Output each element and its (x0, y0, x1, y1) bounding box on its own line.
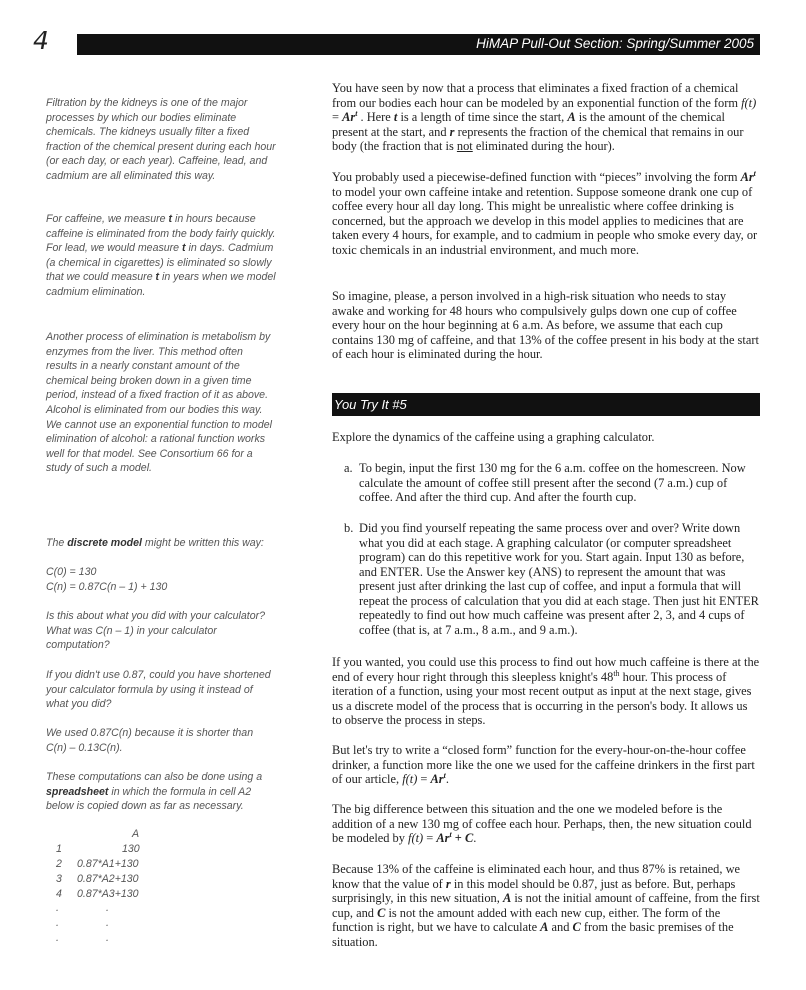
table-row: 4 0.87*A3+130 (56, 888, 139, 900)
ellipsis-row: . . (56, 932, 109, 944)
sidebar-paragraph-metabolism: Another process of elimination is metabolism by enzymes from the liver. This method often results in a nearly constant amount of the chemical being broken down in a given time period, instead of a fixed fraction of it as above. Alcohol is eliminated from our bodies this way. We cannot use an exponential function to model elimination of alcohol: a rational function works well for that model. See Consortium 66 for a study of such a model. (46, 331, 272, 475)
main-paragraph-intro: You have seen by now that a process that eliminates a fixed fraction of a chemical from our bodies each hour can be modeled by an exponential function of the form $f(t) = Ar^t$ . Here t is a length of time since the start, A is the amount of the chemical present at the start, and r represents the fraction of the chemical that remains in our body (the fraction that is not eliminated during the hour). (332, 81, 757, 153)
main-paragraph-piecewise: You probably used a piecewise-defined function with “pieces” involving the form Ar$^t$ to model your own caffeine intake and retention. Suppose someone drank one cup of coffee every hour all day long. This might be unrealistic where coffee drinking is concerned, but the approach we develop in this model applies to medicines that are taken every 4 hours, for example, and to cadmium in people who smoke every day, or toxic chemicals in an industrial environment, and much more. (332, 168, 758, 257)
column-header: A (132, 828, 140, 840)
table-row: 2 0.87*A1+130 (56, 858, 139, 870)
table-row: 3 0.87*A2+130 (56, 873, 139, 885)
sidebar-question-2: If you didn't use 0.87, could you have shortened your calculator formula by using it instead of what you did? (46, 669, 271, 711)
main-paragraph-scenario: So imagine, please, a person involved in a high-risk situation who needs to stay awake and working for 48 hours who compulsively gulps down one cup of coffee every hour on the hour beginning at 6 a.m. As before, we assume that each cup contains 130 mg of caffeine, and that 13% of the coffee present in his body at the start of each hour is eliminated during the hour. (332, 289, 759, 361)
sidebar-paragraph-time-units: For caffeine, we measure t in hours because caffeine is eliminated from the body fairly quickly. For lead, we would measure t in days. Cadmium (a chemical in cigarettes) is eliminated so slowly that we could measure t in years when we model cadmium elimination. (46, 213, 276, 298)
header-title: HiMAP Pull-Out Section: Spring/Summer 2005 (476, 36, 754, 51)
sidebar-paragraph-filtration: Filtration by the kidneys is one of the major processes by which our bodies eliminate chemicals. The kidneys usually filter a fixed fraction of the chemical present during each hour (or each day, or each year). Caffeine, lead, and cadmium are all eliminated this way. (46, 97, 276, 182)
ellipsis-row: . . (56, 917, 109, 929)
list-item-b: b. Did you find yourself repeating the same process over and over? Write down what you did at each stage. A graphing calculator (or computer spreadsheet program) can do this repetitive work for you. Start again. Input 130 as before, and ENTER. Use the Answer key (ANS) to represent the amount that was present just after drinking the last cup of coffee, and input a formula that will repeat the process of calculation that you did at each stage. Then just hit ENTER repeatedly to find out how much caffeine was present after 2, 3, and 4 cups of coffee (that is, at 7 a.m., 8 a.m., and 9 a.m.). (344, 521, 759, 637)
main-paragraph-closed-form: But let's try to write a “closed form” function for the every-hour-on-the-hour coffee drinker, a function more like the one we used for the caffeine drinkers in the first part of our article, $f(t) = Ar^t$. (332, 743, 755, 786)
sidebar-note: We used 0.87C(n) because it is shorter than C(n) – 0.13C(n). (46, 727, 254, 754)
list-item-a: a. To begin, input the first 130 mg for the 6 a.m. coffee on the homescreen. Now calculate the amount of coffee still present after the second (7 a.m.) cup of coffee. And after the third cup. And after the fourth cup. (344, 461, 746, 504)
main-paragraph-retained: Because 13% of the caffeine is eliminated each hour, and thus 87% is retained, we know that the value of r in this model should be 0.87, just as before. But, perhaps surprisingly, in this new situation, A is not the initial amount of caffeine, from the first cup, and C is not the amount added with each new cup, either. The form of the function is right, but we have to calculate A and C from the basic premises of the situation. (332, 862, 760, 949)
ellipsis-row: . . (56, 902, 109, 914)
section-heading-bar (332, 393, 760, 416)
section-heading: You Try It #5 (334, 397, 407, 412)
header-bar (77, 34, 760, 55)
sidebar-equation-2: C(n) = 0.87C(n – 1) + 130 (46, 581, 168, 593)
main-paragraph-iteration: If you wanted, you could use this process to find out how much caffeine is there at the end of every hour right through this sleepless knight's 48th hour. This process of iteration of a function, using your most recent output as input at the next stage, gives us a discrete model of the process that is occurring in the person's body. It allows us to observe the process in steps. (332, 655, 760, 727)
page-number: 4 (33, 26, 49, 55)
spreadsheet-header-row (46, 828, 196, 842)
sidebar-discrete-model: The discrete model might be written this way: (46, 537, 264, 549)
sidebar-spreadsheet-note: These computations can also be done using a spreadsheet in which the formula in cell A2 below is copied down as far as necessary. (46, 771, 263, 813)
main-paragraph-explore: Explore the dynamics of the caffeine using a graphing calculator. (332, 430, 655, 444)
sidebar-equation-1: C(0) = 130 (46, 566, 97, 578)
main-paragraph-difference: The big difference between this situation and the one we modeled before is the addition of a new 130 mg of coffee each hour. Perhaps, then, the new situation could be modeled by $f(t) = Ar^t + C$. (332, 802, 752, 845)
sidebar-question-1: Is this about what you did with your calculator? What was C(n – 1) in your calculator computation? (46, 610, 266, 652)
table-row: 1 130 (56, 843, 140, 855)
